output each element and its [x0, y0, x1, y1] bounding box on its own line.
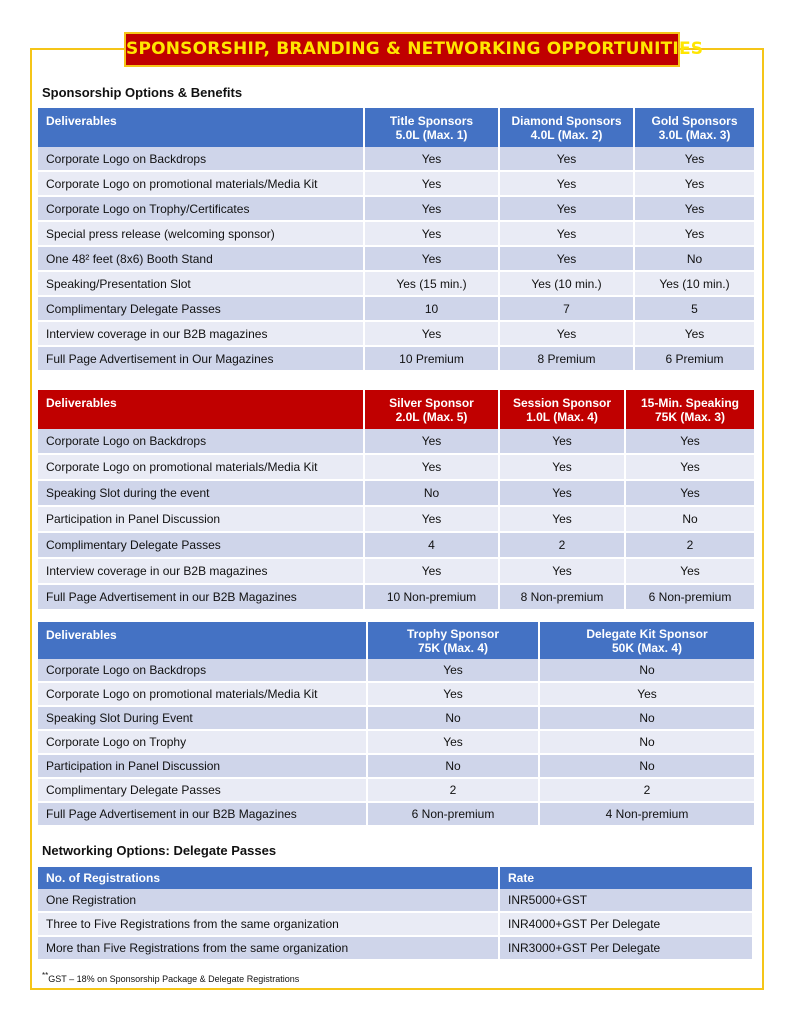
deliverable-cell: Participation in Panel Discussion [38, 755, 366, 779]
value-cell: Yes [626, 559, 754, 585]
value-cell: Yes [368, 683, 538, 707]
value-cell: 8 Non-premium [500, 585, 624, 611]
value-cell: Yes [368, 659, 538, 683]
table-row [38, 322, 754, 347]
value-cell: 2 [626, 533, 754, 559]
deliverable-cell: Complimentary Delegate Passes [38, 779, 366, 803]
value-cell: Yes (15 min.) [365, 272, 498, 297]
deliverable-cell: Full Page Advertisement in our B2B Magazines [38, 585, 363, 611]
deliverable-cell: Interview coverage in our B2B magazines [38, 322, 363, 347]
value-cell: Yes [500, 429, 624, 455]
table-row [38, 779, 754, 803]
header-diamond-sponsors: Diamond Sponsors 4.0L (Max. 2) [500, 108, 633, 147]
value-cell: Yes [500, 172, 633, 197]
value-cell: No [540, 659, 754, 683]
deliverable-cell: Corporate Logo on promotional materials/Media Kit [38, 172, 363, 197]
value-cell: 2 [368, 779, 538, 803]
header-session-sponsor: Session Sponsor 1.0L (Max. 4) [500, 390, 624, 429]
table-header-row [38, 867, 752, 889]
sponsorship-table-trophy-kit [36, 622, 756, 827]
table-row [38, 559, 754, 585]
table-row [38, 272, 754, 297]
table-row [38, 659, 754, 683]
header-registrations: No. of Registrations [38, 867, 498, 889]
value-cell: Yes [540, 683, 754, 707]
gst-footnote [42, 971, 299, 984]
value-cell: Yes [500, 197, 633, 222]
table-row [38, 247, 754, 272]
header-deliverables: Deliverables [38, 108, 363, 147]
value-cell: Yes (10 min.) [500, 272, 633, 297]
value-cell: Yes [365, 507, 498, 533]
deliverable-cell: Participation in Panel Discussion [38, 507, 363, 533]
value-cell: Yes [365, 172, 498, 197]
value-cell: Yes [365, 429, 498, 455]
table-row [38, 707, 754, 731]
networking-section-title: Networking Options: Delegate Passes [42, 843, 277, 858]
deliverable-cell: Corporate Logo on Trophy [38, 731, 366, 755]
header-rate: Rate [500, 867, 752, 889]
value-cell: 6 Non-premium [626, 585, 754, 611]
table-row [38, 347, 754, 372]
value-cell: No [540, 755, 754, 779]
table-header-row [38, 622, 754, 659]
table-header-row [38, 108, 754, 147]
table-row [38, 585, 754, 611]
value-cell: 10 Premium [365, 347, 498, 372]
value-cell: Yes [500, 455, 624, 481]
value-cell: 5 [635, 297, 754, 322]
value-cell: 10 [365, 297, 498, 322]
value-cell: Yes [500, 322, 633, 347]
value-cell: 7 [500, 297, 633, 322]
rate-cell: INR4000+GST Per Delegate [500, 913, 752, 937]
sponsorship-table-standard [36, 390, 756, 611]
value-cell: Yes [365, 455, 498, 481]
table-row [38, 913, 752, 937]
value-cell: 10 Non-premium [365, 585, 498, 611]
value-cell: 6 Non-premium [368, 803, 538, 827]
table-row [38, 755, 754, 779]
registration-cell: Three to Five Registrations from the same organization [38, 913, 498, 937]
table-row [38, 533, 754, 559]
deliverable-cell: One 48² feet (8x6) Booth Stand [38, 247, 363, 272]
footnote-mark: ** [42, 971, 49, 980]
delegate-pass-table [36, 867, 754, 961]
table-row [38, 147, 754, 172]
value-cell: Yes [500, 507, 624, 533]
deliverable-cell: Full Page Advertisement in Our Magazines [38, 347, 363, 372]
deliverable-cell: Special press release (welcoming sponsor) [38, 222, 363, 247]
header-deliverables: Deliverables [38, 390, 363, 429]
deliverable-cell: Corporate Logo on promotional materials/Media Kit [38, 455, 363, 481]
table-row [38, 731, 754, 755]
value-cell: 6 Premium [635, 347, 754, 372]
value-cell: No [368, 755, 538, 779]
registration-cell: More than Five Registrations from the same organization [38, 937, 498, 961]
rate-cell: INR5000+GST [500, 889, 752, 913]
deliverable-cell: Interview coverage in our B2B magazines [38, 559, 363, 585]
value-cell: Yes [365, 559, 498, 585]
value-cell: No [626, 507, 754, 533]
table-row [38, 172, 754, 197]
table-row [38, 803, 754, 827]
table-row [38, 481, 754, 507]
deliverable-cell: Corporate Logo on Trophy/Certificates [38, 197, 363, 222]
value-cell: Yes [500, 481, 624, 507]
table-row [38, 937, 752, 961]
footnote-text: GST – 18% on Sponsorship Package & Delegate Registrations [48, 974, 300, 984]
page-banner: SPONSORSHIP, BRANDING & NETWORKING OPPORTUNITIES [124, 32, 680, 67]
rate-cell: INR3000+GST Per Delegate [500, 937, 752, 961]
value-cell: Yes [635, 147, 754, 172]
deliverable-cell: Complimentary Delegate Passes [38, 297, 363, 322]
table-row [38, 297, 754, 322]
table-row [38, 455, 754, 481]
sponsorship-table-premium [36, 108, 756, 372]
value-cell: Yes [626, 455, 754, 481]
table-row [38, 889, 752, 913]
value-cell: Yes [500, 147, 633, 172]
value-cell: No [540, 731, 754, 755]
value-cell: Yes [635, 322, 754, 347]
registration-cell: One Registration [38, 889, 498, 913]
value-cell: Yes [635, 222, 754, 247]
value-cell: Yes [626, 481, 754, 507]
value-cell: Yes [500, 559, 624, 585]
deliverable-cell: Speaking Slot During Event [38, 707, 366, 731]
deliverable-cell: Corporate Logo on promotional materials/Media Kit [38, 683, 366, 707]
value-cell: No [635, 247, 754, 272]
value-cell: 2 [540, 779, 754, 803]
header-delegate-kit-sponsor: Delegate Kit Sponsor 50K (Max. 4) [540, 622, 754, 659]
sponsorship-section-title: Sponsorship Options & Benefits [42, 85, 243, 100]
deliverable-cell: Speaking/Presentation Slot [38, 272, 363, 297]
table-row [38, 507, 754, 533]
header-title-sponsors: Title Sponsors 5.0L (Max. 1) [365, 108, 498, 147]
table-header-row [38, 390, 754, 429]
value-cell: No [540, 707, 754, 731]
value-cell: Yes [365, 222, 498, 247]
deliverable-cell: Corporate Logo on Backdrops [38, 429, 363, 455]
value-cell: Yes [368, 731, 538, 755]
value-cell: No [365, 481, 498, 507]
deliverable-cell: Complimentary Delegate Passes [38, 533, 363, 559]
value-cell: 4 [365, 533, 498, 559]
table-row [38, 197, 754, 222]
header-silver-sponsor: Silver Sponsor 2.0L (Max. 5) [365, 390, 498, 429]
value-cell: 4 Non-premium [540, 803, 754, 827]
deliverable-cell: Full Page Advertisement in our B2B Magazines [38, 803, 366, 827]
deliverable-cell: Corporate Logo on Backdrops [38, 147, 363, 172]
value-cell: Yes [365, 322, 498, 347]
header-speaking-slot: 15-Min. Speaking 75K (Max. 3) [626, 390, 754, 429]
value-cell: Yes [365, 197, 498, 222]
value-cell: Yes [500, 247, 633, 272]
header-trophy-sponsor: Trophy Sponsor 75K (Max. 4) [368, 622, 538, 659]
value-cell: 2 [500, 533, 624, 559]
value-cell: Yes [635, 197, 754, 222]
header-deliverables: Deliverables [38, 622, 366, 659]
value-cell: Yes (10 min.) [635, 272, 754, 297]
value-cell: Yes [365, 147, 498, 172]
deliverable-cell: Speaking Slot during the event [38, 481, 363, 507]
table-row [38, 683, 754, 707]
value-cell: Yes [500, 222, 633, 247]
value-cell: Yes [635, 172, 754, 197]
value-cell: No [368, 707, 538, 731]
value-cell: Yes [626, 429, 754, 455]
deliverable-cell: Corporate Logo on Backdrops [38, 659, 366, 683]
header-gold-sponsors: Gold Sponsors 3.0L (Max. 3) [635, 108, 754, 147]
table-row [38, 222, 754, 247]
value-cell: Yes [365, 247, 498, 272]
value-cell: 8 Premium [500, 347, 633, 372]
table-row [38, 429, 754, 455]
